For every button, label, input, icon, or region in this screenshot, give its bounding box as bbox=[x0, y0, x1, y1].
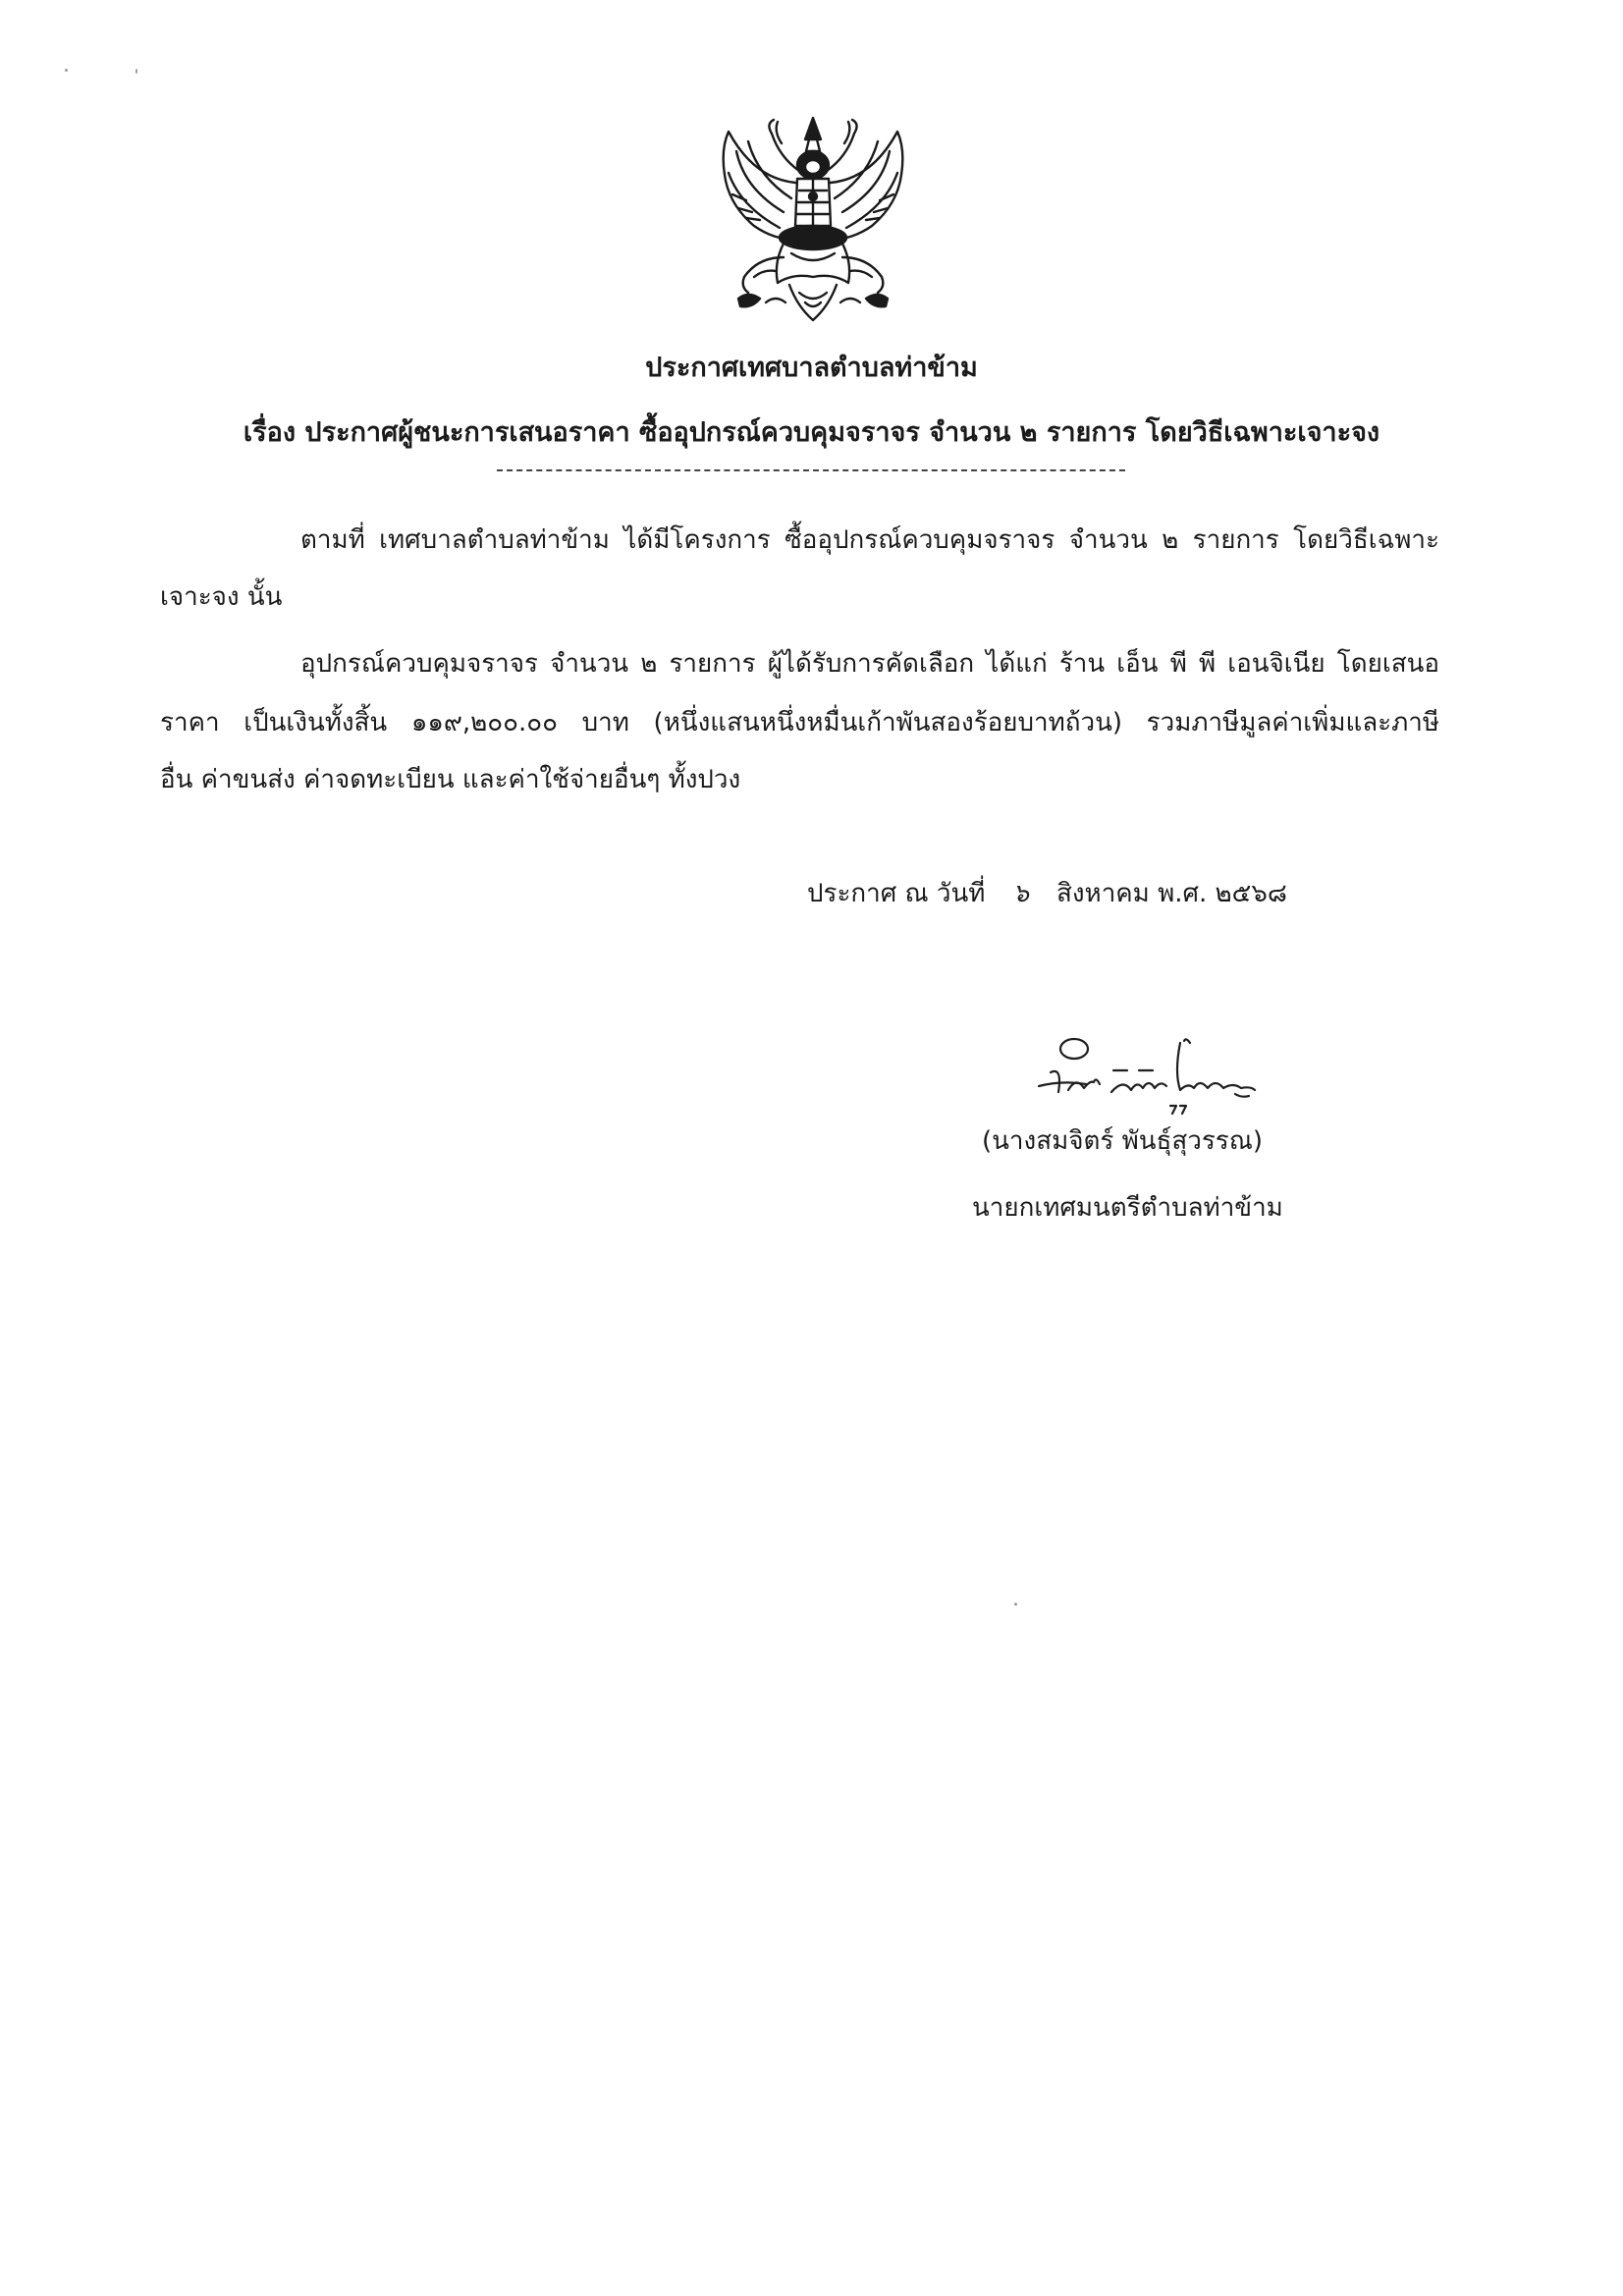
body-line-5: อื่น ค่าขนส่ง ค่าจดทะเบียน และค่าใช้จ่ายอื่นๆ ทั้งปวง bbox=[160, 765, 741, 794]
separator-line bbox=[497, 469, 1125, 471]
scan-speck bbox=[135, 69, 137, 74]
signature-image bbox=[1033, 1033, 1261, 1118]
date-day-handwritten: ๖ bbox=[1012, 879, 1029, 908]
date-prefix: ประกาศ ณ วันที่ bbox=[807, 879, 986, 908]
scan-speck bbox=[65, 69, 68, 72]
signatory-position: นายกเทศมนตรีตำบลท่าข้าม bbox=[972, 1193, 1283, 1223]
signatory-name: (นางสมจิตร์ พันธุ์สุวรรณ) bbox=[982, 1126, 1264, 1156]
announcement-subject: เรื่อง ประกาศผู้ชนะการเสนอราคา ซื้ออุปกรณ์ควบคุมจราจร จำนวน ๒ รายการ โดยวิธีเฉพาะเจาะจง bbox=[243, 417, 1380, 448]
announcement-heading: ประกาศเทศบาลตำบลท่าข้าม bbox=[645, 353, 978, 383]
body-line-1: ตามที่ เทศบาลตำบลท่าข้าม ได้มีโครงการ ซื้ออุปกรณ์ควบคุมจราจร จำนวน ๒ รายการ โดยวิธีเฉพาะ bbox=[300, 525, 1439, 555]
body-line-4: ราคา เป็นเงินทั้งสิ้น ๑๑๙,๒๐๐.๐๐ บาท (หนึ่งแสนหนึ่งหมื่นเก้าพันสองร้อยบาทถ้วน) รวมภาษีมูลค่าเพิ่มและภาษี bbox=[160, 708, 1439, 738]
announcement-date bbox=[807, 874, 1287, 913]
scan-speck bbox=[1014, 1603, 1017, 1606]
body-line-2: เจาะจง นั้น bbox=[160, 582, 283, 612]
garuda-emblem-icon bbox=[715, 110, 911, 326]
body-line-3: อุปกรณ์ควบคุมจราจร จำนวน ๒ รายการ ผู้ได้รับการคัดเลือก ได้แก่ ร้าน เอ็น พี พี เอนจิเนีย โดยเสนอ bbox=[300, 649, 1439, 679]
date-suffix: สิงหาคม พ.ศ. ๒๕๖๘ bbox=[1055, 879, 1287, 908]
